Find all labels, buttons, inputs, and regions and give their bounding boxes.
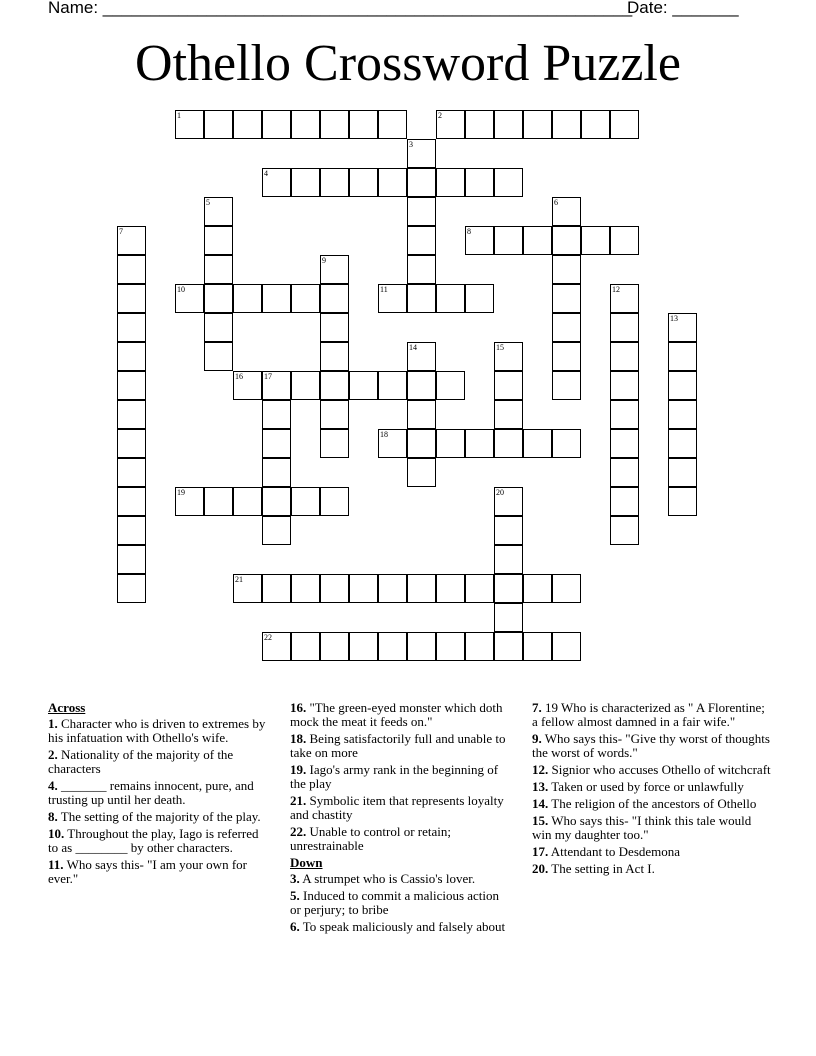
grid-cell[interactable] xyxy=(262,516,291,545)
grid-cell[interactable] xyxy=(117,255,146,284)
grid-cell[interactable] xyxy=(407,458,436,487)
clue-down-3: 3. A strumpet who is Cassio's lover. xyxy=(290,871,476,886)
grid-cell[interactable] xyxy=(291,487,320,516)
grid-cell[interactable] xyxy=(262,487,291,516)
grid-cell[interactable] xyxy=(320,371,349,400)
grid-cell[interactable] xyxy=(204,487,233,516)
grid-cell[interactable] xyxy=(320,168,349,197)
grid-cell[interactable] xyxy=(378,110,407,139)
clue-down-7: 7. 19 Who is characterized as " A Florentine; a fellow almost damned in a fair wife." xyxy=(532,700,765,729)
grid-cell[interactable] xyxy=(349,168,378,197)
grid-cell[interactable] xyxy=(407,400,436,429)
clue-across-16: 16. "The green-eyed monster which doth mock the meat it feeds on." xyxy=(290,700,503,729)
grid-cell[interactable] xyxy=(610,458,639,487)
clue-number: 21 xyxy=(235,575,243,584)
clue-across-18: 18. Being satisfactorily full and unable to take on more xyxy=(290,731,506,760)
grid-cell[interactable] xyxy=(407,168,436,197)
clue-column-2 xyxy=(290,701,512,937)
grid-cell[interactable] xyxy=(349,371,378,400)
grid-cell[interactable] xyxy=(349,110,378,139)
grid-cell[interactable] xyxy=(494,487,523,516)
clue-down-6: 6. To speak maliciously and falsely about xyxy=(290,919,506,934)
grid-cell[interactable] xyxy=(552,574,581,603)
grid-cell[interactable] xyxy=(117,516,146,545)
grid-cell[interactable] xyxy=(494,574,523,603)
grid-cell[interactable] xyxy=(494,603,523,632)
grid-cell[interactable] xyxy=(407,197,436,226)
grid-cell[interactable] xyxy=(204,255,233,284)
grid-cell[interactable] xyxy=(436,632,465,661)
grid-cell[interactable] xyxy=(668,371,697,400)
grid-cell[interactable] xyxy=(552,226,581,255)
grid-cell[interactable] xyxy=(610,400,639,429)
clue-across-19: 19. Iago's army rank in the beginning of the play xyxy=(290,762,499,791)
grid-cell[interactable] xyxy=(407,574,436,603)
grid-cell[interactable] xyxy=(407,139,436,168)
grid-cell[interactable] xyxy=(262,429,291,458)
grid-cell[interactable] xyxy=(378,429,407,458)
clue-number: 5 xyxy=(206,198,210,207)
grid-cell[interactable] xyxy=(262,574,291,603)
grid-cell[interactable] xyxy=(407,342,436,371)
grid-cell[interactable] xyxy=(320,255,349,284)
clue-number: 2 xyxy=(438,111,442,120)
clue-number: 17 xyxy=(264,372,272,381)
grid-cell[interactable] xyxy=(436,168,465,197)
grid-cell[interactable] xyxy=(233,371,262,400)
grid-cell[interactable] xyxy=(610,371,639,400)
grid-cell[interactable] xyxy=(465,632,494,661)
clue-number: 22 xyxy=(264,633,272,642)
clue-across-21: 21. Symbolic item that represents loyalty and chastity xyxy=(290,793,504,822)
grid-cell[interactable] xyxy=(204,226,233,255)
grid-cell[interactable] xyxy=(378,632,407,661)
clue-down-15: 15. Who says this- "I think this tale would win my daughter too." xyxy=(532,813,752,842)
grid-cell[interactable] xyxy=(204,284,233,313)
grid-cell[interactable] xyxy=(407,226,436,255)
grid-cell[interactable] xyxy=(175,487,204,516)
grid-cell[interactable] xyxy=(436,371,465,400)
grid-cell[interactable] xyxy=(552,284,581,313)
grid-cell[interactable] xyxy=(523,110,552,139)
clue-across-1: 1. Character who is driven to extremes by his infatuation with Othello's wife. xyxy=(48,716,266,745)
grid-cell[interactable] xyxy=(117,284,146,313)
clue-number: 20 xyxy=(496,488,504,497)
grid-cell[interactable] xyxy=(581,226,610,255)
grid-cell[interactable] xyxy=(668,429,697,458)
grid-cell[interactable] xyxy=(610,313,639,342)
grid-cell[interactable] xyxy=(291,168,320,197)
grid-cell[interactable] xyxy=(117,342,146,371)
grid-cell[interactable] xyxy=(291,574,320,603)
grid-cell[interactable] xyxy=(610,429,639,458)
grid-cell[interactable] xyxy=(552,632,581,661)
grid-cell[interactable] xyxy=(465,168,494,197)
date-field-label: Date: _______ xyxy=(627,0,739,17)
grid-cell[interactable] xyxy=(320,110,349,139)
grid-cell[interactable] xyxy=(262,400,291,429)
grid-cell[interactable] xyxy=(117,458,146,487)
clue-number: 9 xyxy=(322,256,326,265)
grid-cell[interactable] xyxy=(204,110,233,139)
grid-cell[interactable] xyxy=(436,429,465,458)
clue-down-12: 12. Signior who accuses Othello of witchcraft xyxy=(532,762,771,777)
down-heading: Down xyxy=(290,855,323,870)
grid-cell[interactable] xyxy=(117,545,146,574)
grid-cell[interactable] xyxy=(610,226,639,255)
grid-cell[interactable] xyxy=(204,313,233,342)
grid-cell[interactable] xyxy=(494,226,523,255)
clue-down-14: 14. The religion of the ancestors of Othello xyxy=(532,796,757,811)
grid-cell[interactable] xyxy=(349,574,378,603)
grid-cell[interactable] xyxy=(436,574,465,603)
grid-cell[interactable] xyxy=(436,110,465,139)
grid-cell[interactable] xyxy=(204,197,233,226)
grid-cell[interactable] xyxy=(494,516,523,545)
grid-cell[interactable] xyxy=(262,284,291,313)
clue-number: 7 xyxy=(119,227,123,236)
grid-cell[interactable] xyxy=(291,371,320,400)
clue-down-20: 20. The setting in Act I. xyxy=(532,861,655,876)
clue-across-22: 22. Unable to control or retain; unrestrainable xyxy=(290,824,452,853)
grid-cell[interactable] xyxy=(465,110,494,139)
grid-cell[interactable] xyxy=(552,110,581,139)
grid-cell[interactable] xyxy=(117,429,146,458)
grid-cell[interactable] xyxy=(465,574,494,603)
grid-cell[interactable] xyxy=(204,342,233,371)
grid-cell[interactable] xyxy=(407,632,436,661)
grid-cell[interactable] xyxy=(494,429,523,458)
clue-number: 15 xyxy=(496,343,504,352)
grid-cell[interactable] xyxy=(494,342,523,371)
grid-cell[interactable] xyxy=(465,284,494,313)
grid-cell[interactable] xyxy=(117,574,146,603)
clue-across-8: 8. The setting of the majority of the play. xyxy=(48,809,261,824)
grid-cell[interactable] xyxy=(523,632,552,661)
name-field-label: Name: ________________________________________________________ xyxy=(48,0,633,17)
grid-cell[interactable] xyxy=(407,371,436,400)
grid-cell[interactable] xyxy=(262,632,291,661)
clue-across-10: 10. Throughout the play, Iago is referred to as ________ by other characters. xyxy=(48,826,259,855)
grid-cell[interactable] xyxy=(262,458,291,487)
grid-cell[interactable] xyxy=(436,284,465,313)
grid-cell[interactable] xyxy=(407,255,436,284)
grid-cell[interactable] xyxy=(320,574,349,603)
clue-number: 14 xyxy=(409,343,417,352)
grid-cell[interactable] xyxy=(117,226,146,255)
clue-column-3 xyxy=(532,701,772,879)
grid-cell[interactable] xyxy=(610,487,639,516)
grid-cell[interactable] xyxy=(320,429,349,458)
grid-cell[interactable] xyxy=(117,487,146,516)
grid-cell[interactable] xyxy=(494,371,523,400)
grid-cell[interactable] xyxy=(668,458,697,487)
clue-number: 19 xyxy=(177,488,185,497)
grid-cell[interactable] xyxy=(581,110,610,139)
grid-cell[interactable] xyxy=(175,110,204,139)
clue-number: 6 xyxy=(554,198,558,207)
grid-cell[interactable] xyxy=(262,371,291,400)
grid-cell[interactable] xyxy=(233,574,262,603)
grid-cell[interactable] xyxy=(117,371,146,400)
grid-cell[interactable] xyxy=(349,632,378,661)
grid-cell[interactable] xyxy=(117,400,146,429)
grid-cell[interactable] xyxy=(291,110,320,139)
clue-down-9: 9. Who says this- "Give thy worst of thoughts the worst of words." xyxy=(532,731,770,760)
grid-cell[interactable] xyxy=(407,284,436,313)
grid-cell[interactable] xyxy=(175,284,204,313)
grid-cell[interactable] xyxy=(117,313,146,342)
grid-cell[interactable] xyxy=(378,284,407,313)
grid-cell[interactable] xyxy=(233,284,262,313)
grid-cell[interactable] xyxy=(668,313,697,342)
grid-cell[interactable] xyxy=(552,255,581,284)
grid-cell[interactable] xyxy=(465,429,494,458)
grid-cell[interactable] xyxy=(494,632,523,661)
grid-cell[interactable] xyxy=(494,110,523,139)
grid-cell[interactable] xyxy=(291,632,320,661)
grid-cell[interactable] xyxy=(668,487,697,516)
grid-cell[interactable] xyxy=(320,400,349,429)
grid-cell[interactable] xyxy=(552,371,581,400)
grid-cell[interactable] xyxy=(610,284,639,313)
grid-cell[interactable] xyxy=(552,429,581,458)
grid-cell[interactable] xyxy=(407,429,436,458)
clue-across-2: 2. Nationality of the majority of the characters xyxy=(48,747,234,776)
grid-cell[interactable] xyxy=(320,342,349,371)
clue-down-13: 13. Taken or used by force or unlawfully xyxy=(532,779,744,794)
clue-column-1 xyxy=(48,701,266,889)
grid-cell[interactable] xyxy=(378,371,407,400)
clue-down-17: 17. Attendant to Desdemona xyxy=(532,844,681,859)
page-title: Othello Crossword Puzzle xyxy=(135,35,681,92)
grid-cell[interactable] xyxy=(552,197,581,226)
grid-cell[interactable] xyxy=(610,516,639,545)
grid-cell[interactable] xyxy=(610,110,639,139)
grid-cell[interactable] xyxy=(291,284,320,313)
grid-cell[interactable] xyxy=(320,487,349,516)
grid-cell[interactable] xyxy=(523,574,552,603)
clue-number: 11 xyxy=(380,285,388,294)
grid-cell[interactable] xyxy=(378,168,407,197)
across-heading: Across xyxy=(48,700,86,715)
clue-number: 1 xyxy=(177,111,181,120)
grid-cell[interactable] xyxy=(523,226,552,255)
grid-cell[interactable] xyxy=(494,400,523,429)
clue-number: 18 xyxy=(380,430,388,439)
clue-across-11: 11. Who says this- "I am your own for ever." xyxy=(48,857,247,886)
grid-cell[interactable] xyxy=(668,400,697,429)
grid-cell[interactable] xyxy=(262,110,291,139)
grid-cell[interactable] xyxy=(494,168,523,197)
clue-down-5: 5. Induced to commit a malicious action or perjury; to bribe xyxy=(290,888,500,917)
clue-number: 10 xyxy=(177,285,185,294)
clue-across-4: 4. _______ remains innocent, pure, and trusting up until her death. xyxy=(48,778,254,807)
grid-cell[interactable] xyxy=(465,226,494,255)
grid-cell[interactable] xyxy=(378,574,407,603)
grid-cell[interactable] xyxy=(552,342,581,371)
clue-number: 16 xyxy=(235,372,243,381)
grid-cell[interactable] xyxy=(668,342,697,371)
grid-cell[interactable] xyxy=(552,313,581,342)
clue-number: 8 xyxy=(467,227,471,236)
clue-number: 3 xyxy=(409,140,413,149)
grid-cell[interactable] xyxy=(320,284,349,313)
grid-cell[interactable] xyxy=(610,342,639,371)
grid-cell[interactable] xyxy=(233,110,262,139)
clue-number: 13 xyxy=(670,314,678,323)
grid-cell[interactable] xyxy=(233,487,262,516)
clue-number: 4 xyxy=(264,169,268,178)
grid-cell[interactable] xyxy=(262,168,291,197)
clue-number: 12 xyxy=(612,285,620,294)
grid-cell[interactable] xyxy=(523,429,552,458)
grid-cell[interactable] xyxy=(494,545,523,574)
grid-cell[interactable] xyxy=(320,632,349,661)
grid-cell[interactable] xyxy=(320,313,349,342)
